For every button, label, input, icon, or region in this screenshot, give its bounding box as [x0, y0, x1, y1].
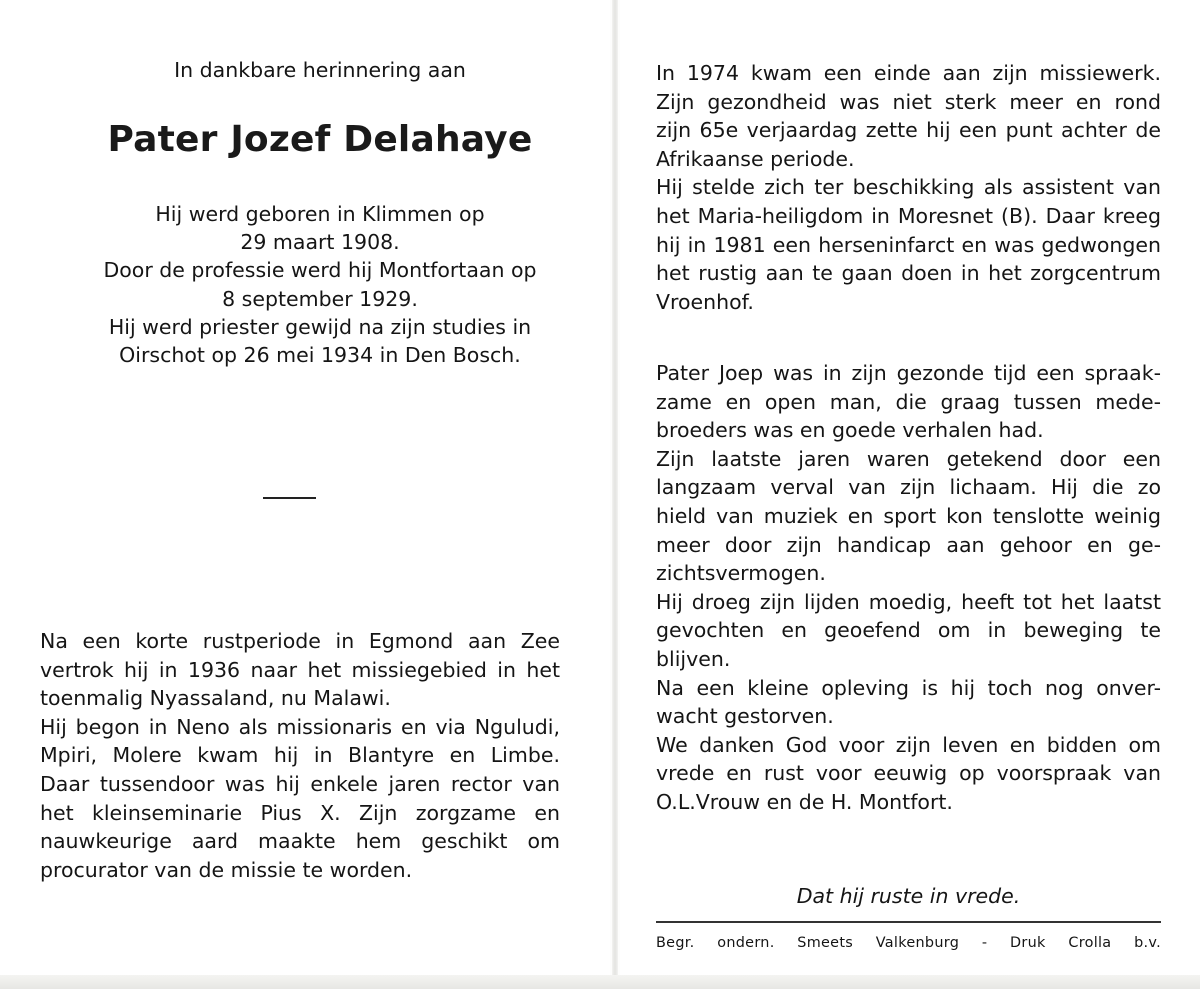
text-line: vrede en rust voor eeuwig op voorspraak van: [656, 761, 1161, 786]
text-line: We danken God voor zijn leven en bidden om: [656, 732, 1161, 757]
text-line: zichtsvermogen.: [656, 561, 826, 586]
text-line: langzaam verval van zijn lichaam. Hij die zo: [656, 475, 1161, 500]
text-line: het Maria-heiligdom in Moresnet (B). Daar kreeg: [656, 203, 1161, 228]
text-line: het rustig aan te gaan doen in het zorgcentrum: [656, 261, 1161, 286]
text-line: Zijn gezondheid was niet sterk meer en rond: [656, 89, 1161, 114]
text-line: het kleinseminarie Pius X. Zijn zorgzame en: [40, 800, 560, 825]
text-line: procurator van de missie te worden.: [40, 857, 413, 882]
bio-line: Door de professie werd hij Montfortaan op: [103, 258, 537, 283]
bio-line: Hij werd priester gewijd na zijn studies in: [108, 314, 532, 339]
text-line: Vroenhof.: [656, 289, 754, 314]
text-line: zijn 65e verjaardag zette hij een punt achter de: [656, 118, 1161, 143]
text-line: Hij stelde zich ter beschikking als assistent van: [656, 175, 1161, 200]
biography-block: [40, 200, 600, 369]
text-line: Na een korte rustperiode in Egmond aan Zee: [40, 629, 560, 653]
text-line: In 1974 kwam een einde aan zijn missiewerk.: [656, 61, 1161, 85]
bio-line: Oirschot op 26 mei 1934 in Den Bosch.: [119, 343, 521, 368]
bio-line: 8 september 1929.: [222, 286, 418, 311]
bio-line: Hij werd geboren in Klimmen op: [155, 202, 485, 226]
text-line: Daar tussendoor was hij enkele jaren rector van: [40, 771, 560, 796]
footer-rule: [656, 921, 1161, 923]
printer-credit: Begr. ondern. Smeets Valkenburg - Druk Crolla b.v.: [656, 935, 1161, 951]
text-line: Na een kleine opleving is hij toch nog onver-: [656, 675, 1161, 700]
separator-dash: [263, 497, 316, 499]
text-line: toenmalig Nyassaland, nu Malawi.: [40, 686, 391, 711]
text-line: nauwkeurige aard maakte hem geschikt om: [40, 829, 560, 854]
text-line: Hij begon in Neno als missionaris en via Nguludi,: [40, 714, 560, 739]
text-line: vertrok hij in 1936 naar het missiegebied in het: [40, 657, 560, 682]
text-line: broeders was en goede verhalen had.: [656, 418, 1044, 443]
text-line: Hij droeg zijn lijden moedig, heeft tot het laatst: [656, 589, 1161, 614]
mission-paragraph: [40, 627, 560, 884]
text-line: Pater Joep was in zijn gezonde tijd een spraak-: [656, 361, 1161, 385]
text-line: wacht gestorven.: [656, 704, 834, 729]
text-line: O.L.Vrouw en de H. Montfort.: [656, 789, 953, 814]
text-line: Afrikaanse periode.: [656, 146, 855, 171]
deceased-name: Pater Jozef Delahaye: [107, 119, 533, 160]
text-line: meer door zijn handicap aan gehoor en ge-: [656, 532, 1161, 557]
card-fold: [612, 0, 618, 989]
closing-prayer: Dat hij ruste in vrede.: [796, 884, 1021, 908]
text-line: gevochten en geoefend om in beweging te: [656, 618, 1161, 643]
card-bottom-edge: [0, 975, 1200, 989]
text-line: hield van muziek en sport kon tenslotte weinig: [656, 503, 1161, 528]
text-line: Zijn laatste jaren waren getekend door een: [656, 446, 1161, 471]
bio-line: 29 maart 1908.: [240, 230, 400, 255]
text-line: blijven.: [656, 646, 731, 671]
text-line: Mpiri, Molere kwam hij in Blantyre en Limbe.: [40, 743, 560, 768]
text-line: hij in 1981 een herseninfarct en was gedwongen: [656, 232, 1161, 257]
later-life-paragraph: [656, 59, 1161, 316]
character-paragraph: [656, 359, 1161, 817]
text-line: zame en open man, die graag tussen mede-: [656, 389, 1161, 414]
intro-text: In dankbare herinnering aan: [174, 58, 466, 82]
